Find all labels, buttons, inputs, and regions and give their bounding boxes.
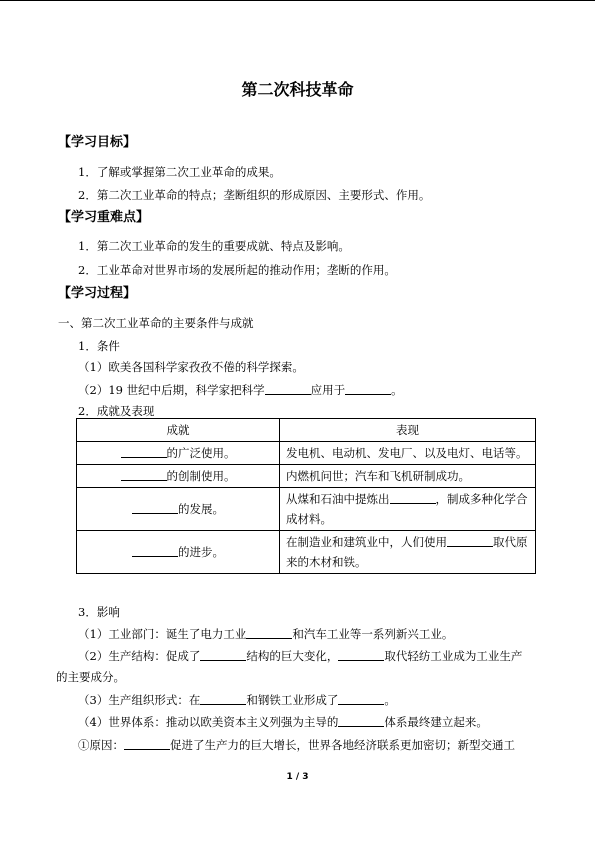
table-row [77, 465, 536, 488]
condition-item: （1）欧美各国科学家孜孜不倦的科学探索。 [78, 360, 304, 374]
fill-blank[interactable] [338, 714, 384, 727]
goal-item: 1．了解或掌握第二次工业革命的成果。 [78, 165, 281, 179]
fill-blank[interactable] [132, 501, 178, 514]
key-point-item: 1．第二次工业革命的发生的重要成就、特点及影响。 [78, 239, 350, 253]
subheading-conditions: 1．条件 [78, 339, 120, 353]
column-header: 表现 [280, 419, 536, 442]
reason-item: ①原因： 促进了生产力的巨大增长，世界各地经济联系更加密切；新型交通工 [78, 738, 515, 752]
fill-blank[interactable] [390, 491, 436, 504]
achievement-cell: 的创制使用。 [77, 465, 280, 488]
fill-blank[interactable] [338, 648, 384, 661]
goal-item: 2．第二次工业革命的特点；垄断组织的形成原因、主要形式、作用。 [78, 188, 431, 202]
manifestation-cell: 发电机、电动机、发电厂、以及电灯、电话等。 [280, 442, 536, 465]
top-border [0, 0, 595, 1]
table-row [77, 442, 536, 465]
fill-blank[interactable] [447, 534, 493, 547]
fill-blank[interactable] [200, 648, 246, 661]
fill-blank[interactable] [121, 445, 167, 458]
achievements-table [76, 418, 536, 574]
manifestation-cell: 内燃机问世；汽车和飞机研制成功。 [280, 465, 536, 488]
section-heading-goals: 【学习目标】 [58, 135, 137, 150]
fill-blank[interactable] [132, 544, 178, 557]
section-heading-key-points: 【学习重难点】 [58, 210, 150, 225]
achievement-cell: 的进步。 [77, 531, 280, 574]
fill-blank[interactable] [121, 468, 167, 481]
fill-blank[interactable] [200, 692, 246, 705]
manifestation-cell: 在制造业和建筑业中，人们使用 取代原来的木材和铁。 [280, 531, 536, 574]
key-point-item: 2．工业革命对世界市场的发展所起的推动作用；垄断的作用。 [78, 263, 396, 277]
achievement-cell: 的广泛使用。 [77, 442, 280, 465]
impact-item: （4）世界体系：推动以欧美资本主义列强为主导的 体系最终建立起来。 [78, 715, 488, 729]
fill-blank[interactable] [338, 692, 384, 705]
condition-item: （2）19 世纪中后期，科学家把科学 应用于 。 [78, 383, 403, 397]
manifestation-cell: 从煤和石油中提炼出 ，制成多种化学合成材料。 [280, 488, 536, 531]
page-number: 1 / 3 [286, 772, 309, 782]
table-row [77, 488, 536, 531]
table-header-row [77, 419, 536, 442]
impact-item: （2）生产结构：促成了 结构的巨大变化， 取代轻纺工业成为工业生产 [78, 649, 523, 663]
fill-blank[interactable] [265, 382, 311, 395]
impact-item-continued: 的主要成分。 [56, 670, 125, 684]
table-row [77, 531, 536, 574]
fill-blank[interactable] [124, 737, 170, 750]
section-heading-process: 【学习过程】 [58, 286, 137, 301]
column-header: 成就 [77, 419, 280, 442]
fill-blank[interactable] [246, 626, 292, 639]
fill-blank[interactable] [345, 382, 391, 395]
impact-item: （3）生产组织形式：在 和钢铁工业形成了 。 [78, 693, 396, 707]
achievement-cell: 的发展。 [77, 488, 280, 531]
page-title: 第二次科技革命 [241, 80, 354, 99]
part-heading: 一、第二次工业革命的主要条件与成就 [58, 316, 254, 330]
impact-item: （1）工业部门：诞生了电力工业 和汽车工业等一系列新兴工业。 [78, 627, 454, 641]
subheading-achievements: 2．成就及表现 [78, 404, 155, 418]
subheading-impact: 3．影响 [78, 605, 120, 619]
